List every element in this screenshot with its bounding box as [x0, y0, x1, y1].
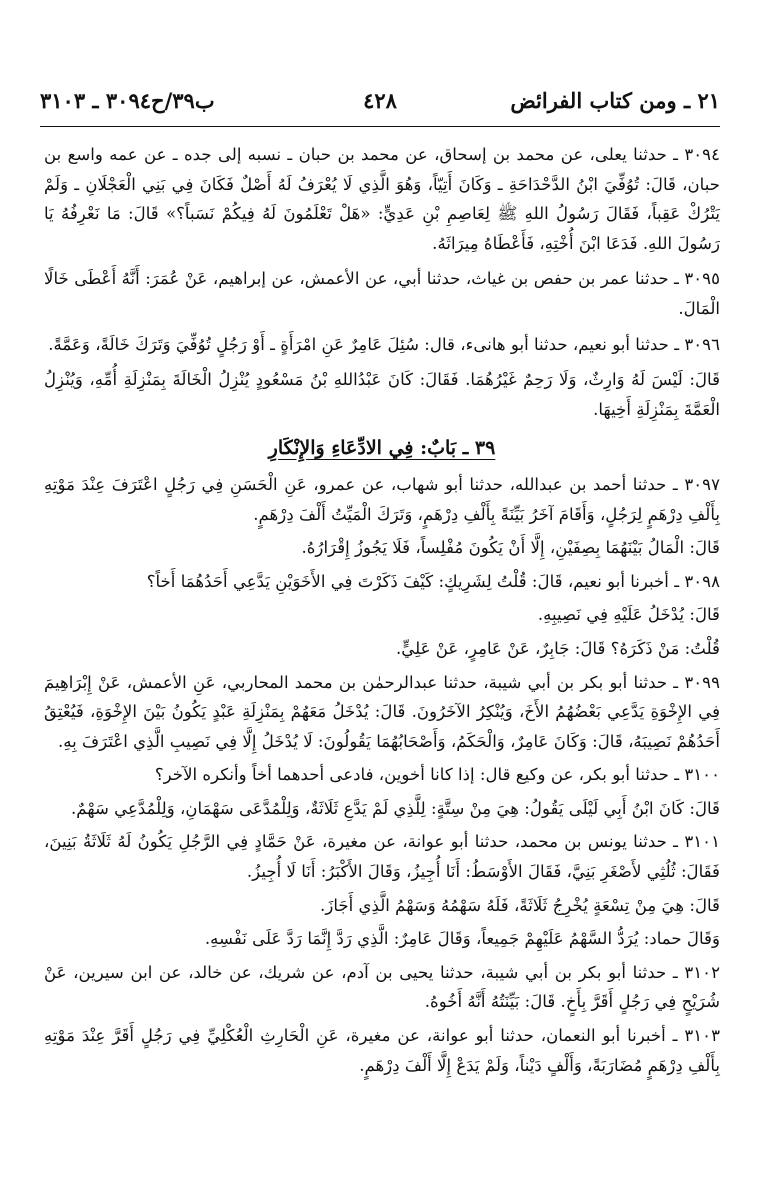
hadith-3100: ٣١٠٠ ـ حدثنا أبو بكر، عن وكيع قال: إذا كانا أخوين، فادعى أحدهما أخاً وأنكره الآخر؟	[154, 765, 720, 785]
hadith-3101: ٣١٠١ ـ حدثنا يونس بن محمد، حدثنا أبو عوانة، عن مغيرة، عَنْ حَمَّادٍ فِي الرَّجُلِ يَكُونُ لَهُ ثَلَاثَةُ بَنِينَ، فَقَالَ: ثُلُثِي لأَصْغَرِ بَنِيَّ، فَقَالَ الأَوْسَطُ: أَنَا أُجِيزُ، وَقَالَ الأَكْبَرُ: أَنَا لَا أُجِيزُ.	[44, 832, 720, 882]
page-header	[40, 86, 720, 120]
hadith-3095: ٣٠٩٥ ـ حدثنا عمر بن حفص بن غياث، حدثنا أبي، عن الأعمش، عن إبراهيم، عَنْ عُمَرَ: أَنَّهُ أَعْطَى خَالًا الْمَالَ.	[44, 269, 720, 318]
hadith-3096-answer: قَالَ: لَيْسَ لَهُ وَارِثٌ، وَلَا رَحِمٌ غَيْرُهُمَا. فَقَالَ: كَانَ عَبْدُاللهِ بْنُ مَسْعُودٍ يُنْزِلُ الْخَالَةَ بِمَنْزِلَةِ أُمِّهِ، وَيُنْزِلُ الْعَمَّةَ بِمَنْزِلَةِ أَخِيهَا.	[44, 370, 720, 419]
hadith-3098-answer: قَالَ: يُدْخَلُ عَلَيْهِ فِي نَصِيبِهِ.	[537, 605, 720, 625]
header-divider	[40, 126, 720, 127]
header-hadith-range: ب٣٩/ح٣٠٩٤ ـ ٣١٠٣	[40, 88, 215, 113]
hadith-3094: ٣٠٩٤ ـ حدثنا يعلى، عن محمد بن إسحاق، عن محمد بن حبان ـ نسبه إلى جده ـ عن عمه واسع بن حبان، قَالَ: تُوُفِّيَ ابْنُ الدَّحْدَاحَةِ ـ وَكَانَ أَتِيّاً، وَهُوَ الَّذِي لَا يُعْرَفُ لَهُ أَصْلٌ فَكَانَ فِي بَنِي الْعَجْلَانِ ـ وَلَمْ يَتْرُكْ عَقِباً، فَقَالَ رَسُولُ اللهِ ﷺ لِعَاصِمِ بْنِ عَدِيٍّ: «هَلْ تَعْلَمُونَ لَهُ فِيكُمْ نَسَباً؟» قَالَ: مَا نَعْرِفُهُ يَا رَسُولَ اللهِ. فَدَعَا ابْنَ أُخْتِهِ، فَأَعْطَاهُ مِيرَاثَهُ.	[44, 145, 720, 253]
header-book-title: ٢١ ـ ومن كتاب الفرائض	[510, 88, 720, 113]
hadith-3102: ٣١٠٢ ـ حدثنا أبو بكر بن أبي شيبة، حدثنا يحيى بن آدم، عن شريك، عن خالد، عن ابن سيرين، عَنْ شُرَيْحٍ فِي رَجُلٍ أَقَرَّ بِأَخٍ. قَالَ: بَيِّنَتُهُ أَنَّهُ أَخُوهُ.	[44, 962, 720, 1012]
hadith-3096: ٣٠٩٦ ـ حدثنا أبو نعيم، حدثنا أبو هانىء، قال: سُئِلَ عَامِرٌ عَنِ امْرَأَةٍ ـ أَوْ رَجُلٍ تُوُفِّيَ وَتَرَكَ خَالَةً، وَعَمَّةً.	[48, 334, 720, 354]
hadith-3097-answer: قَالَ: الْمَالُ بَيْنَهُمَا بِصِفَيْنِ، إِلَّا أَنْ يَكُونَ مُفْلِساً، فَلَا يَجُوزُ إِقْرَارُهُ.	[301, 538, 720, 558]
page-number: ٤٢٨	[363, 88, 397, 113]
hadith-3098-source: قُلْتُ: مَنْ ذَكَرَهُ؟ قَالَ: جَابِرٌ، عَنْ عَامِرٍ، عَنْ عَلِيٍّ.	[396, 638, 720, 658]
hadith-3099: ٣٠٩٩ ـ حدثنا أبو بكر بن أبي شيبة، حدثنا عبدالرحمٰن بن محمد المحاربي، عَنِ الأعمش، عَنْ إِبْرَاهِيمَ فِي الإِخْوَةِ يَدَّعِي بَعْضُهُمُ الأَخَ، وَيُنْكِرُ الآخَرُونَ. قَالَ: يُدْخَلُ مَعَهُمْ بِمَنْزِلَةِ عَبْدٍ يَكُونُ بَيْنَ الإِخْوَةِ، فَيُعْتِقُ أَحَدُهُمْ نَصِيبَهُ، قَالَ: وَكَانَ عَامِرٌ، وَالْحَكَمُ، وَأَصْحَابُهُمَا يَقُولُونَ: لَا يُدْخَلُ إِلَّا فِي نَصِيبِ الَّذِي اعْتَرَفَ بِهِ.	[44, 672, 720, 751]
hadith-3101-answer: قَالَ: هِيَ مِنْ تِسْعَةٍ يُخْرِجُ ثَلَاثَةً، فَلَهُ سَهْمُهُ وَسَهْمُ الَّذِي أَجَازَ.	[320, 895, 720, 915]
hadith-3097: ٣٠٩٧ ـ حدثنا أحمد بن عبدالله، حدثنا أبو شهاب، عن عمرو، عَنِ الْحَسَنِ فِي رَجُلٍ اعْتَرَفَ عِنْدَ مَوْتِهِ بِأَلْفِ دِرْهَمٍ لِرَجُلٍ، وَأَقَامَ آخَرُ بَيِّنَةً بِأَلْفِ دِرْهَمٍ، وَتَرَكَ الْمَيِّتُ أَلْفَ دِرْهَمٍ.	[44, 474, 720, 524]
hadith-3100-answer: قَالَ: كَانَ ابْنُ أَبِي لَيْلَى يَقُولُ: هِيَ مِنْ سِتَّةٍ: لِلَّذِي لَمْ يَدَّعِ ثَلَاثَةٌ، وَلِلْمُدَّعَى سَهْمَانِ، وَلِلْمُدَّعِي سَهْمٌ.	[71, 798, 720, 818]
hadith-3101-note: وَقَالَ حماد: يُرَدُّ السَّهْمُ عَلَيْهِمْ جَمِيعاً، وَقَالَ عَامِرٌ: الَّذِي رَدَّ إِنَّمَا رَدَّ عَلَى نَفْسِهِ.	[204, 929, 720, 949]
page-body	[44, 140, 720, 1084]
chapter-title: ٣٩ ـ بَابٌ: فِي الادِّعَاءِ وَالإِنْكَارِ	[268, 437, 496, 460]
hadith-3103: ٣١٠٣ ـ أخبرنا أبو النعمان، حدثنا أبو عوانة، عن مغيرة، عَنِ الْحَارِثِ الْعُكْلِيِّ فِي رَجُلٍ أَقَرَّ عِنْدَ مَوْتِهِ بِأَلْفِ دِرْهَمٍ مُضَارَبَةً، وَأَلْفٍ دَيْناً، وَلَمْ يَدَعْ إِلَّا أَلْفَ دِرْهَمٍ.	[44, 1026, 720, 1075]
hadith-3098: ٣٠٩٨ ـ أخبرنا أبو نعيم، قَالَ: قُلْتُ لِشَرِيكٍ: كَيْفَ ذَكَرْتَ فِي الأَخَوَيْنِ يَدَّعِي أَحَدُهُمَا أَخاً؟	[146, 571, 720, 591]
